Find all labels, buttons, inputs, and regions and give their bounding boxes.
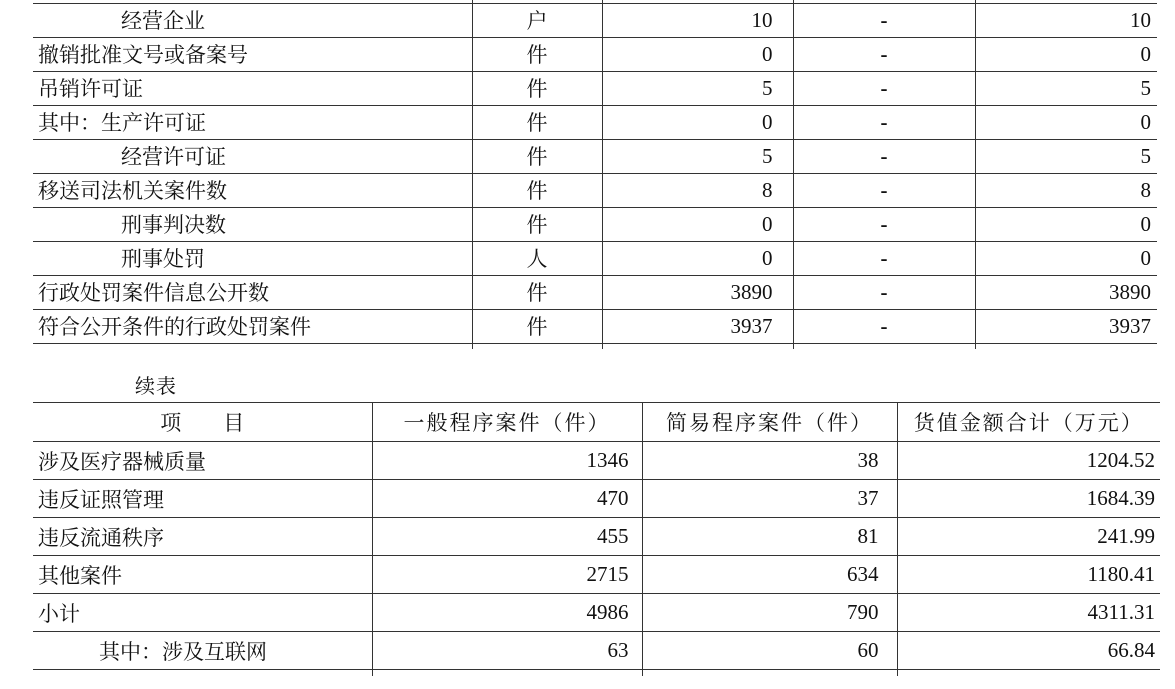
continued-case-table <box>33 402 1160 676</box>
value-cell: 8 <box>602 173 793 207</box>
table-row <box>33 139 1157 173</box>
item-cell: 小计 <box>33 594 372 632</box>
goods-value-cell: 1180.41 <box>897 556 1160 594</box>
total-cell: 5 <box>975 71 1157 105</box>
simple-cases-cell: 790 <box>642 594 897 632</box>
simple-cases-cell: 81 <box>642 518 897 556</box>
value-cell: 10 <box>602 3 793 37</box>
item-cell: 违反流通秩序 <box>33 518 372 556</box>
general-cases-cell: 2715 <box>372 556 642 594</box>
total-cell: 3937 <box>975 309 1157 343</box>
item-cell: 符合公开条件的行政处罚案件 <box>33 309 472 343</box>
value-cell: 0 <box>602 105 793 139</box>
dash-cell: - <box>793 207 975 241</box>
unit-cell: 件 <box>472 71 602 105</box>
table-row <box>33 105 1157 139</box>
table-row <box>33 37 1157 71</box>
border-stub <box>897 670 1160 676</box>
table-row <box>33 71 1157 105</box>
dash-cell: - <box>793 3 975 37</box>
table-row <box>33 556 1160 594</box>
table-row <box>33 173 1157 207</box>
table-header-row <box>33 403 1160 442</box>
border-stub <box>642 670 897 676</box>
total-cell: 0 <box>975 105 1157 139</box>
item-cell: 违反证照管理 <box>33 480 372 518</box>
value-cell: 0 <box>602 241 793 275</box>
dash-cell: - <box>793 241 975 275</box>
dash-cell: - <box>793 71 975 105</box>
border-stub <box>793 343 975 349</box>
total-cell: 3890 <box>975 275 1157 309</box>
item-cell: 吊销许可证 <box>33 71 472 105</box>
value-cell: 0 <box>602 37 793 71</box>
value-cell: 5 <box>602 139 793 173</box>
table-row <box>33 442 1160 480</box>
general-cases-cell: 4986 <box>372 594 642 632</box>
header-goods-value: 货值金额合计（万元） <box>897 403 1160 442</box>
border-stub <box>33 343 472 349</box>
total-cell: 0 <box>975 37 1157 71</box>
item-cell: 其中：涉及互联网 <box>33 632 372 670</box>
total-cell: 8 <box>975 173 1157 207</box>
unit-cell: 户 <box>472 3 602 37</box>
item-cell: 撤销批准文号或备案号 <box>33 37 472 71</box>
unit-cell: 人 <box>472 241 602 275</box>
total-cell: 5 <box>975 139 1157 173</box>
unit-cell: 件 <box>472 105 602 139</box>
border-stub <box>33 670 372 676</box>
border-stub <box>472 343 602 349</box>
unit-cell: 件 <box>472 139 602 173</box>
dash-cell: - <box>793 275 975 309</box>
header-item: 项 目 <box>33 403 372 442</box>
value-cell: 0 <box>602 207 793 241</box>
value-cell: 3937 <box>602 309 793 343</box>
dash-cell: - <box>793 139 975 173</box>
table-row <box>33 241 1157 275</box>
header-general-procedure: 一般程序案件（件） <box>372 403 642 442</box>
table-row <box>33 632 1160 670</box>
dash-cell: - <box>793 37 975 71</box>
border-stub <box>975 343 1157 349</box>
general-cases-cell: 455 <box>372 518 642 556</box>
unit-cell: 件 <box>472 309 602 343</box>
table-row <box>33 309 1157 343</box>
penalty-statistics-table <box>33 0 1157 349</box>
total-cell: 10 <box>975 3 1157 37</box>
item-cell: 刑事判决数 <box>33 207 472 241</box>
item-cell: 刑事处罚 <box>33 241 472 275</box>
item-cell: 经营许可证 <box>33 139 472 173</box>
total-cell: 0 <box>975 241 1157 275</box>
bottom-border-stub-row <box>33 343 1157 349</box>
dash-cell: - <box>793 309 975 343</box>
dash-cell: - <box>793 105 975 139</box>
item-cell: 其他案件 <box>33 556 372 594</box>
general-cases-cell: 470 <box>372 480 642 518</box>
value-cell: 3890 <box>602 275 793 309</box>
simple-cases-cell: 60 <box>642 632 897 670</box>
item-cell: 涉及医疗器械质量 <box>33 442 372 480</box>
unit-cell: 件 <box>472 173 602 207</box>
table-row <box>33 594 1160 632</box>
border-stub <box>602 343 793 349</box>
border-stub <box>372 670 642 676</box>
dash-cell: - <box>793 173 975 207</box>
item-cell: 移送司法机关案件数 <box>33 173 472 207</box>
table-row <box>33 207 1157 241</box>
item-cell: 其中：生产许可证 <box>33 105 472 139</box>
table-row <box>33 518 1160 556</box>
general-cases-cell: 1346 <box>372 442 642 480</box>
goods-value-cell: 1204.52 <box>897 442 1160 480</box>
total-cell: 0 <box>975 207 1157 241</box>
general-cases-cell: 63 <box>372 632 642 670</box>
continued-table-label: 续表 <box>135 376 177 398</box>
unit-cell: 件 <box>472 207 602 241</box>
table-row <box>33 480 1160 518</box>
unit-cell: 件 <box>472 37 602 71</box>
bottom-border-stub-row <box>33 670 1160 676</box>
table-row <box>33 275 1157 309</box>
unit-cell: 件 <box>472 275 602 309</box>
header-simple-procedure: 简易程序案件（件） <box>642 403 897 442</box>
simple-cases-cell: 634 <box>642 556 897 594</box>
value-cell: 5 <box>602 71 793 105</box>
item-cell: 行政处罚案件信息公开数 <box>33 275 472 309</box>
item-cell: 经营企业 <box>33 3 472 37</box>
simple-cases-cell: 38 <box>642 442 897 480</box>
simple-cases-cell: 37 <box>642 480 897 518</box>
table-row <box>33 3 1157 37</box>
goods-value-cell: 66.84 <box>897 632 1160 670</box>
goods-value-cell: 241.99 <box>897 518 1160 556</box>
goods-value-cell: 4311.31 <box>897 594 1160 632</box>
goods-value-cell: 1684.39 <box>897 480 1160 518</box>
